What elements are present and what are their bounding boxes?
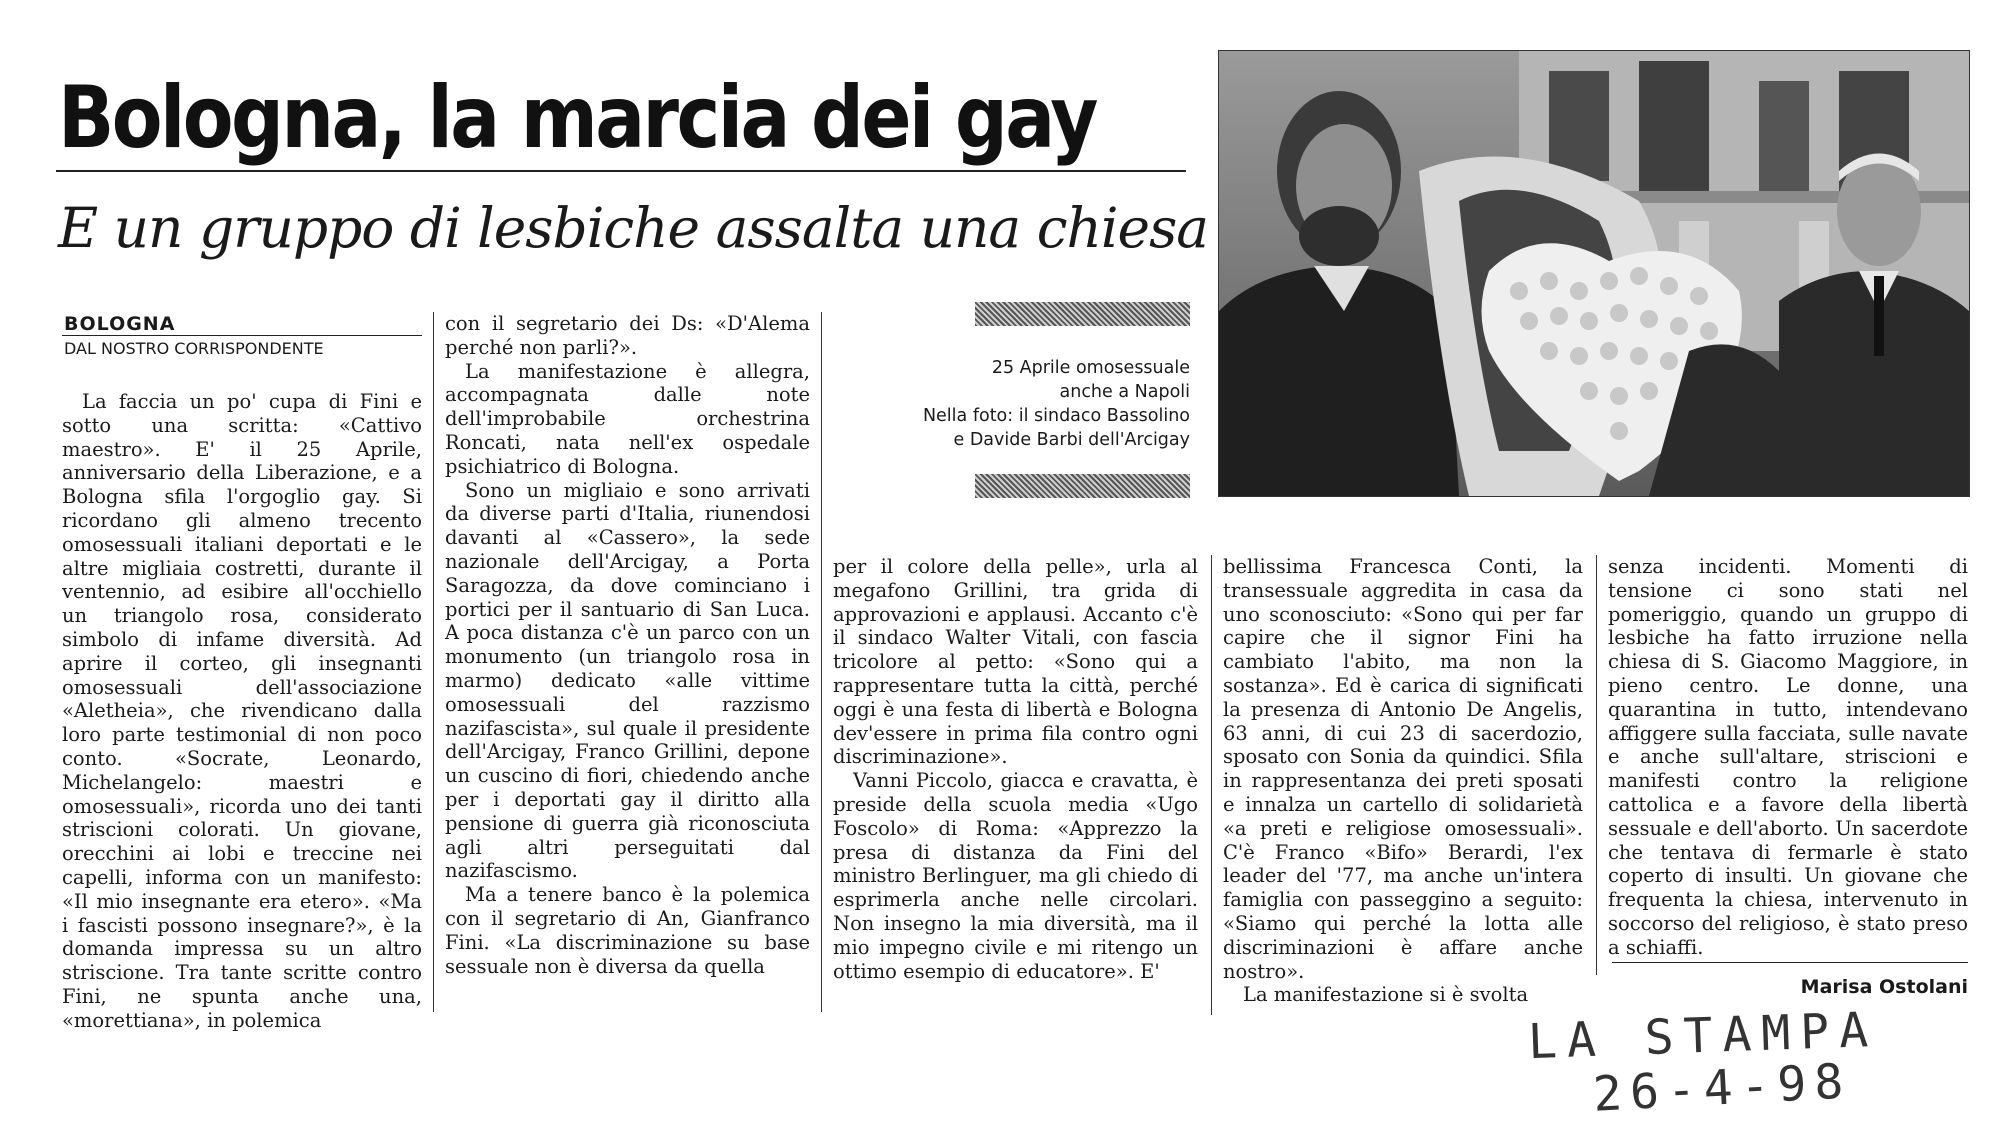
headline-rule: [56, 170, 1186, 172]
dateline-correspondent: DAL NOSTRO CORRISPONDENTE: [64, 339, 324, 358]
article-column-3: [833, 555, 1198, 1015]
caption-hatch-bar: [975, 302, 1190, 326]
byline: Marisa Ostolani: [1800, 976, 1968, 998]
article-paragraph: per il colore della pelle», urla al megafono Grillini, tra grida di approvazioni e applausi. Accanto c'è il sindaco Walter Vitali, con fascia tricolore al petto: «Sono qui a rappresentare tutta la città, perché oggi è una festa di libertà e Bologna dev'essere in prima fila contro ogni discriminazione».: [833, 555, 1198, 769]
article-paragraph: senza incidenti. Momenti di tensione ci sono stati nel pomeriggio, quando un gruppo di lesbiche ha fatto irruzione nella chiesa di S. Giacomo Maggiore, in pieno centro. Le donne, una quarantina in tutto, intendevano affiggere sulla facciata, sulle navate e anche sull'altare, striscioni e manifesti contro la religione cattolica e a favore della libertà sessuale e dell'aborto. Un sacerdote che tentava di fermarle è stato coperto di insulti. Un giovane che frequenta la chiesa, intervenuto in soccorso del religioso, è stato preso a schiaffi.: [1608, 555, 1968, 959]
caption-line: 25 Aprile omosessuale: [991, 358, 1190, 378]
news-photo: [1218, 50, 1970, 497]
article-paragraph: La faccia un po' cupa di Fini e sotto una scritta: «Cattivo maestro». E' il 25 Aprile, anniversario della Liberazione, e a Bologna sfila l'orgoglio gay. Si ricordano gli almeno trecento omosessuali italiani deportati e le altre migliaia costretti, durante il ventennio, ad esibire all'occhiello un triangolo rosa, considerato simbolo di infame diversità. Ad aprire il corteo, gli insegnanti omosessuali dell'associazione «Aletheia», che rivendicano dalla loro parte testimonial di non poco conto. «Socrate, Leonardo, Michelangelo: maestri e omosessuali», ricorda uno dei tanti striscioni colorati. Un giovane, orecchini ai lobi e treccine nei capelli, informa con un manifesto: «Il mio insegnante era etero». «Ma i fascisti possono insegnare?», è la domanda impressa su un altro striscione. Tra tante scritte contro Fini, ne spunta anche una, «morettiana», in polemica: [62, 390, 422, 1032]
article-paragraph: Vanni Piccolo, giacca e cravatta, è preside della scuola media «Ugo Foscolo» di Roma: «Apprezzo la presa di distanza da Fini del ministro Berlinguer, ma gli chiedo di esprimerla anche nelle circolari. Non insegno la mia diversità, ma il mio impegno civile e mi ritengo un ottimo esempio di educatore». E': [833, 769, 1198, 983]
caption-line: e Davide Barbi dell'Arcigay: [953, 430, 1190, 450]
photo-caption: [900, 356, 1190, 452]
handwritten-date: 26-4-98: [1591, 1053, 1853, 1123]
column-divider: [433, 312, 434, 1012]
handwritten-source: LA STAMPA: [1527, 1001, 1879, 1071]
photo-illustration: [1219, 51, 1969, 496]
article-column-1: [62, 390, 422, 1032]
article-paragraph: con il segretario dei Ds: «D'Alema perché non parli?».: [445, 312, 810, 359]
article-column-4: [1223, 555, 1583, 1007]
subheadline: E un gruppo di lesbiche assalta una chiesa: [58, 196, 1209, 260]
column-divider: [821, 312, 822, 1012]
article-paragraph: La manifestazione si è svolta: [1243, 983, 1529, 1007]
handwritten-note: [1508, 1001, 1888, 1128]
article-paragraph: Ma a tenere banco è la polemica con il segretario di An, Gianfranco Fini. «La discriminazione su base sessuale non è diversa da quella: [445, 883, 810, 978]
article-column-2: [445, 312, 810, 1012]
dateline-rule: [62, 335, 422, 336]
caption-hatch-bar: [975, 474, 1190, 498]
dateline-city: BOLOGNA: [64, 313, 176, 335]
headline: Bologna, la marcia dei gay: [58, 68, 1096, 168]
caption-line: anche a Napoli: [1059, 382, 1190, 402]
article-paragraph: bellissima Francesca Conti, la transessuale aggredita in casa da uno sconosciuto: «Sono qui per far capire che il signor Fini ha cambiato l'abito, ma non la sostanza». Ed è carica di significati la presenza di Antonio De Angelis, 63 anni, di cui 23 di sacerdozio, sposato con Sonia da quindici. Sfila in rappresentanza dei preti sposati e innalza un cartello di solidarietà «a preti e religiose omosessuali». C'è Franco «Bifo» Berardi, l'ex leader del '77, ma anche un'intera famiglia con passeggino a seguito: «Siamo qui perché la lotta alle discriminazioni è affare anche nostro».: [1223, 555, 1583, 983]
byline-rule: [1612, 962, 1968, 963]
column-divider: [1596, 555, 1597, 975]
column-divider: [1211, 555, 1212, 1015]
article-paragraph: Sono un migliaio e sono arrivati da diverse parti d'Italia, riunendosi davanti al «Cassero», la sede nazionale dell'Arcigay, a Porta Saragozza, da dove cominciano i portici per il santuario di San Luca. A poca distanza c'è un parco con un monumento (un triangolo rosa in marmo) dedicato «alle vittime omosessuali del razzismo nazifascista», sul quale il presidente dell'Arcigay, Franco Grillini, depone un cuscino di fiori, chiedendo anche per i deportati gay il diritto alla pensione di guerra già riconosciuta agli altri perseguitati dal nazifascismo.: [445, 478, 810, 883]
caption-line: Nella foto: il sindaco Bassolino: [922, 406, 1190, 426]
article-column-5: [1608, 555, 1968, 959]
article-paragraph: La manifestazione è allegra, accompagnata dalle note dell'improbabile orchestrina Roncati, nata nell'ex ospedale psichiatrico di Bologna.: [445, 359, 810, 478]
